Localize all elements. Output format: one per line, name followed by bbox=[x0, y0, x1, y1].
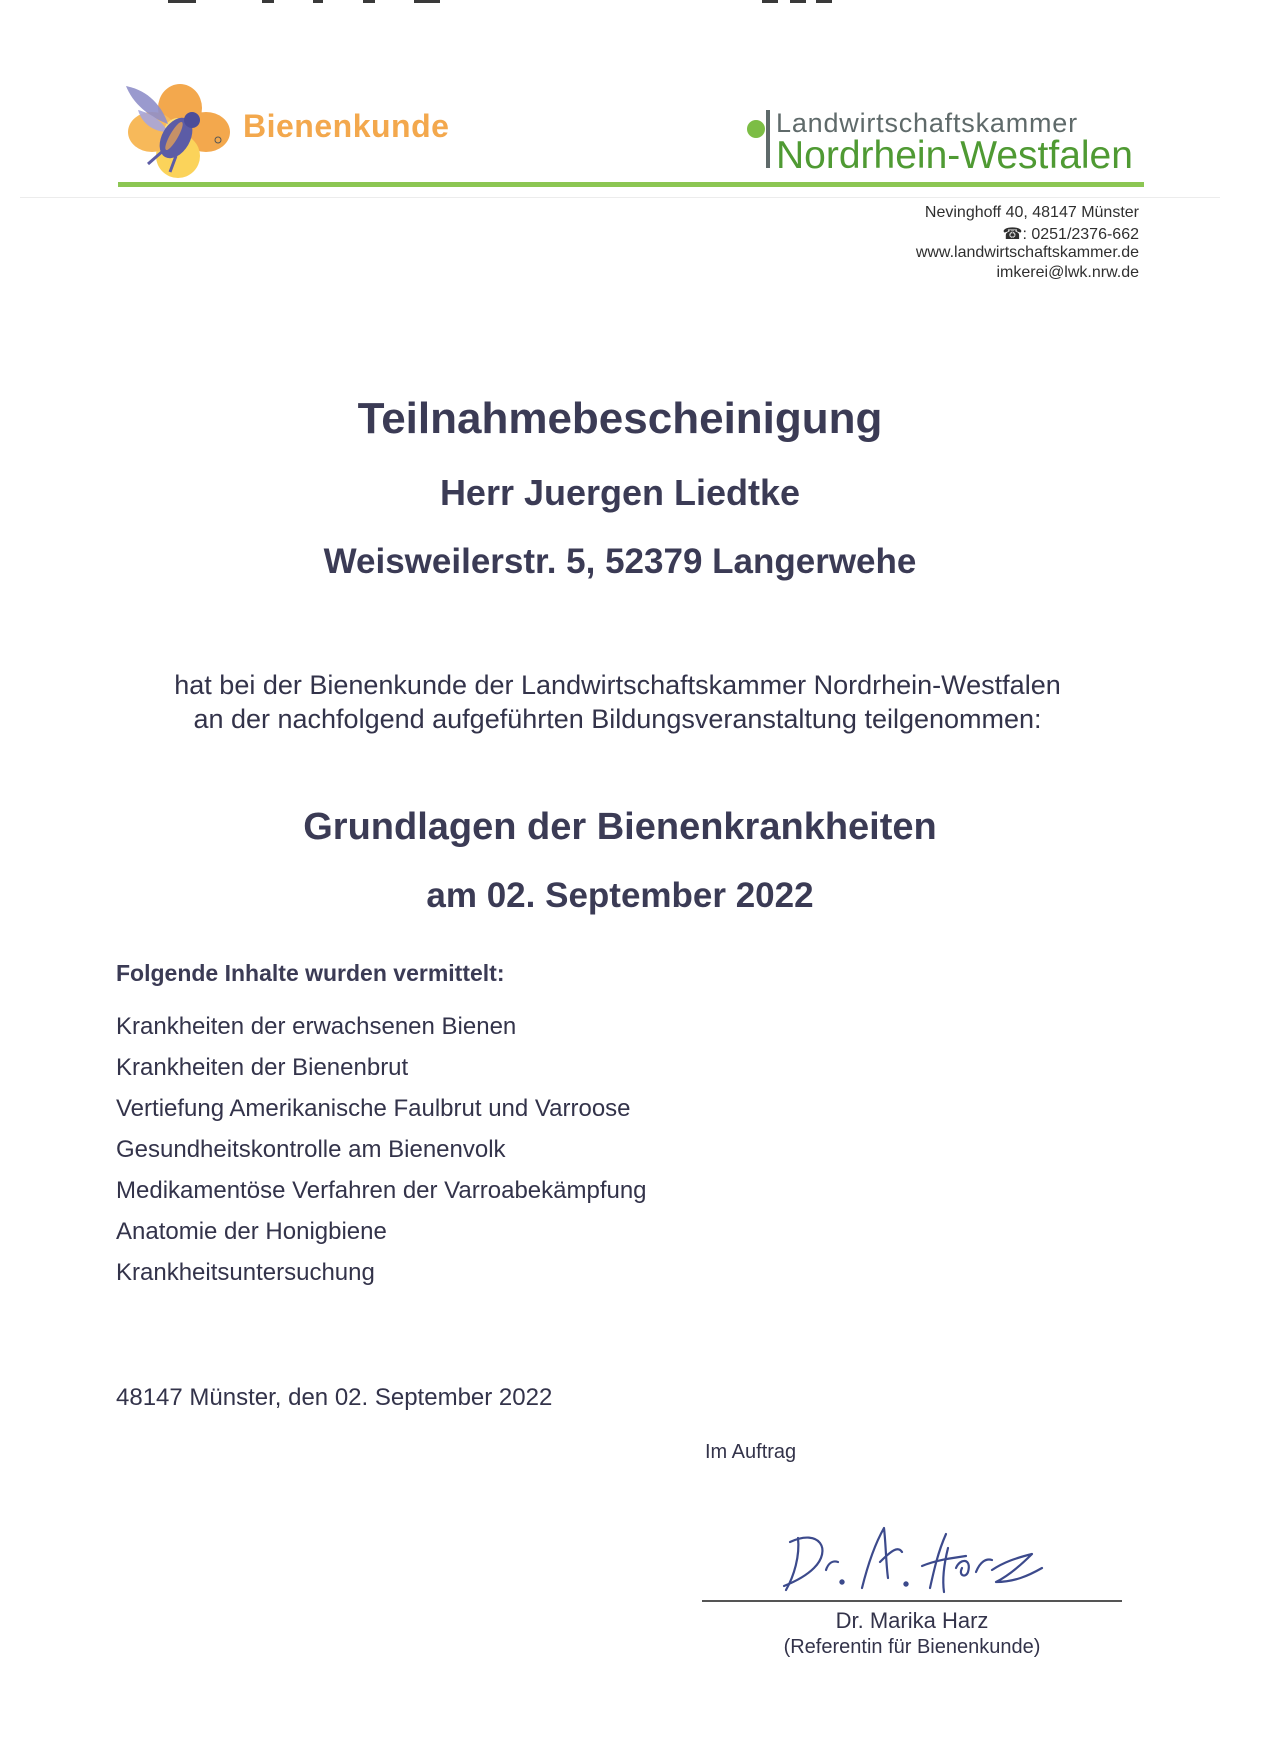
contact-phone bbox=[1003, 224, 1139, 244]
scan-mark bbox=[816, 0, 832, 3]
telephone-icon: ☎ bbox=[1002, 226, 1023, 243]
contact-website[interactable]: www.landwirtschaftskammer.de bbox=[915, 244, 1139, 261]
scan-mark bbox=[262, 0, 274, 3]
on-behalf-label: Im Auftrag bbox=[705, 1441, 797, 1463]
recipient-address: Weisweilerstr. 5, 52379 Langerwehe bbox=[323, 542, 917, 581]
course-date: am 02. September 2022 bbox=[426, 876, 814, 915]
scan-mark bbox=[313, 0, 323, 3]
contact-phone-number: : 0251/2376-662 bbox=[1022, 226, 1139, 243]
handwritten-signature bbox=[780, 1512, 1070, 1602]
recipient-name: Herr Juergen Liedtke bbox=[439, 472, 801, 513]
scan-mark bbox=[363, 0, 375, 3]
list-item: Krankheiten der erwachsenen Bienen bbox=[116, 1013, 517, 1040]
lwk-logo-line2: Nordrhein-Westfalen bbox=[776, 134, 1133, 177]
scan-mark bbox=[790, 0, 806, 3]
list-item: Gesundheitskontrolle am Bienenvolk bbox=[116, 1136, 506, 1163]
scan-divider bbox=[20, 197, 1220, 198]
scan-mark bbox=[414, 0, 440, 3]
contact-address: Nevinghoff 40, 48147 Münster bbox=[924, 204, 1139, 221]
list-item: Krankheiten der Bienenbrut bbox=[116, 1054, 409, 1081]
list-item: Vertiefung Amerikanische Faulbrut und Varroose bbox=[116, 1095, 631, 1122]
signer-role: (Referentin für Bienenkunde) bbox=[783, 1636, 1041, 1658]
lwk-logo-dot-icon bbox=[747, 120, 765, 138]
lwk-logo-line1: Landwirtschaftskammer bbox=[776, 108, 1078, 138]
list-item: Krankheitsuntersuchung bbox=[116, 1259, 375, 1286]
certificate-title: Teilnahmebescheinigung bbox=[357, 394, 883, 443]
lwk-logo-bar bbox=[766, 110, 770, 168]
scan-mark bbox=[762, 0, 778, 3]
list-item: Anatomie der Honigbiene bbox=[116, 1218, 387, 1245]
bee-logo-icon bbox=[118, 80, 230, 180]
bienenkunde-logo-text: Bienenkunde bbox=[243, 108, 450, 144]
course-title: Grundlagen der Bienenkrankheiten bbox=[303, 806, 937, 848]
contact-email[interactable]: imkerei@lwk.nrw.de bbox=[996, 264, 1139, 281]
list-item: Medikamentöse Verfahren der Varroabekämpfung bbox=[116, 1177, 647, 1204]
header-divider bbox=[118, 182, 1144, 187]
signature-line bbox=[702, 1600, 1122, 1602]
scan-mark bbox=[168, 0, 196, 3]
statement-line-1: hat bei der Bienenkunde der Landwirtschaftskammer Nordrhein-Westfalen bbox=[174, 670, 1061, 700]
contents-list bbox=[116, 1012, 647, 1299]
statement-line-2: an der nachfolgend aufgeführten Bildungsveranstaltung teilgenommen: bbox=[193, 704, 1042, 734]
place-and-date: 48147 Münster, den 02. September 2022 bbox=[116, 1384, 553, 1411]
contents-heading: Folgende Inhalte wurden vermittelt: bbox=[116, 960, 505, 986]
signer-name: Dr. Marika Harz bbox=[835, 1608, 989, 1633]
